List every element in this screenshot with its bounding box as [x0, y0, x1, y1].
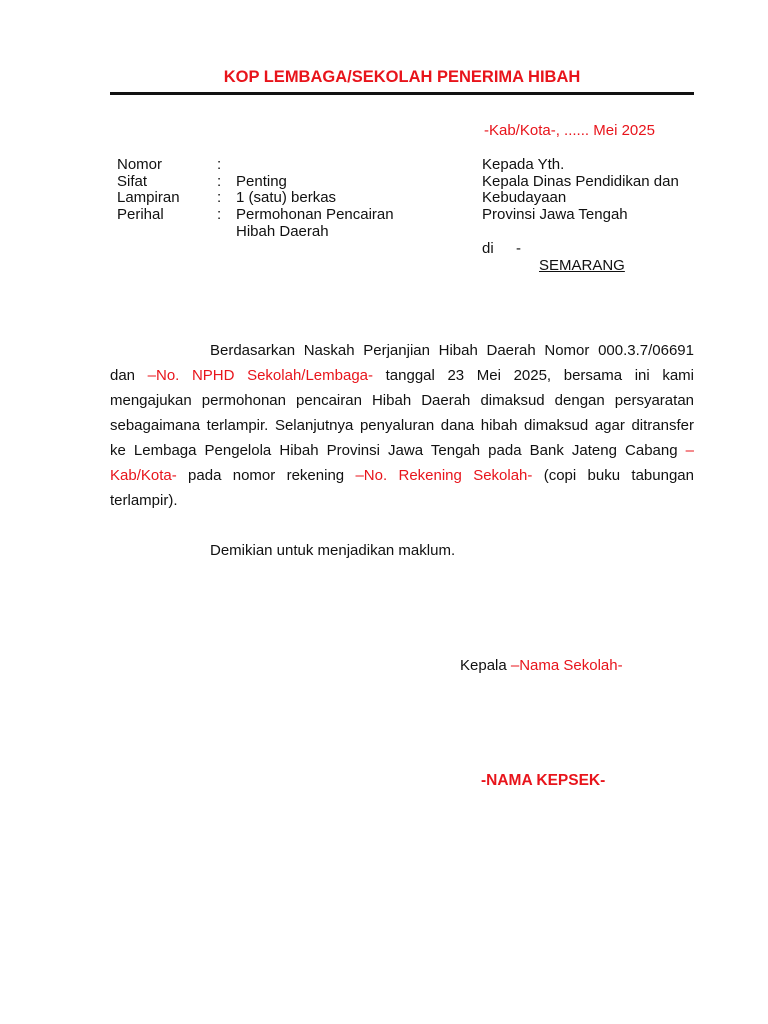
body-text-4: (copi buku tabungan terlampir).	[110, 467, 694, 509]
school-name-placeholder: –Nama Sekolah-	[510, 657, 623, 674]
recipient-title: Kepala Dinas Pendidikan dan	[482, 173, 679, 190]
nomor-label: Nomor	[117, 156, 163, 173]
recipient-title-cont: Kebudayaan	[482, 189, 567, 206]
recipient-province: Provinsi Jawa Tengah	[482, 206, 628, 223]
kab-kota-placeholder: –Kab/Kota-	[110, 442, 694, 484]
nphd-placeholder: –No. NPHD Sekolah/Lembaga-	[147, 367, 374, 384]
date-place: -Kab/Kota-	[484, 122, 556, 139]
perihal-colon: :	[217, 206, 222, 223]
body-paragraph	[110, 338, 694, 513]
nomor-colon: :	[217, 156, 222, 173]
sifat-label: Sifat	[117, 173, 148, 190]
perihal-label: Perihal	[117, 206, 164, 223]
signature-role-label: Kepala	[460, 657, 511, 674]
letterhead-title: KOP LEMBAGA/SEKOLAH PENERIMA HIBAH	[223, 68, 581, 86]
recipient-greeting: Kepada Yth.	[482, 156, 565, 173]
recipient-di: di	[482, 240, 494, 257]
lampiran-label: Lampiran	[117, 189, 180, 206]
date-line	[484, 122, 655, 139]
principal-name-placeholder: -NAMA KEPSEK-	[481, 772, 606, 789]
sifat-colon: :	[217, 173, 222, 190]
body-text-3: pada nomor rekening	[176, 467, 356, 484]
signature-role	[460, 657, 623, 674]
lampiran-value: 1 (satu) berkas	[236, 189, 337, 206]
date-text: , ...... Mei 2025	[555, 122, 655, 139]
perihal-value-line1: Permohonan Pencairan	[236, 206, 394, 223]
letterhead-divider	[110, 92, 694, 95]
perihal-value-line2: Hibah Daerah	[236, 223, 329, 240]
body-text-2: tanggal 23 Mei 2025, bersama ini kami mengajukan permohonan pencairan Hibah Daerah dimaksud dengan persyaratan sebagaimana terlampir. Selanjutnya penyaluran dana hibah dimaksud agar ditransfer ke Lembaga Pengelola Hibah Provinsi Jawa Tengah pada Bank Jateng Cabang	[110, 367, 694, 459]
sifat-value: Penting	[236, 173, 287, 190]
closing-sentence: Demikian untuk menjadikan maklum.	[210, 542, 456, 559]
rekening-placeholder: –No. Rekening Sekolah-	[355, 467, 533, 484]
body-text-1: Berdasarkan Naskah Perjanjian Hibah Daerah Nomor 000.3.7/06691 dan	[110, 342, 694, 384]
lampiran-colon: :	[217, 189, 222, 206]
recipient-city: SEMARANG	[539, 257, 625, 274]
recipient-dash: -	[516, 240, 521, 257]
